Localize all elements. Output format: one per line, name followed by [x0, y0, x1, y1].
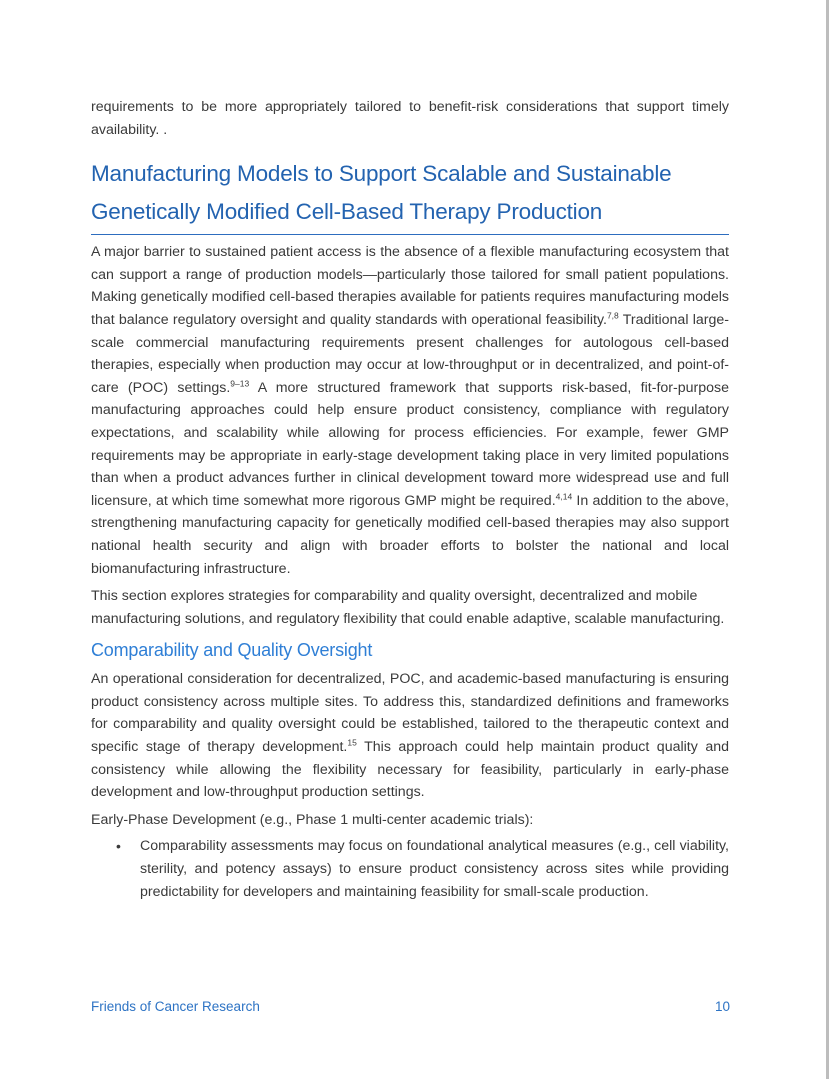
section-paragraph-2: This section explores strategies for comparability and quality oversight, decentralized and mobile manufacturing solutions, and regulatory flexibility that could enable adaptive, scalable manufacturing. — [91, 588, 725, 627]
citation-9-13[interactable]: 9–13 — [230, 378, 250, 389]
citation-4-14[interactable]: 4,14 — [555, 490, 573, 501]
citation-15[interactable]: 15 — [347, 737, 357, 748]
subsection-paragraph-part1: An operational consideration for decentralized, POC, and academic-based manufacturing is ensuring product consistency across multiple sites. To address this, standardized definitions and frameworks for comparability and quality oversight could be established, tailored to the therapeutic context and specific stage of therapy development. — [91, 671, 729, 756]
bullet-list — [91, 835, 729, 903]
section-paragraph-1 — [91, 241, 729, 580]
list-item — [91, 835, 729, 903]
footer-organization: Friends of Cancer Research — [91, 999, 260, 1014]
section-heading: Manufacturing Models to Support Scalable and Sustainable Genetically Modified Cell-Based Therapy Production — [91, 155, 729, 235]
bullet-icon: • — [116, 838, 121, 855]
subsection-paragraph — [91, 668, 729, 804]
subsection-heading: Comparability and Quality Oversight — [91, 640, 373, 661]
page-number: 10 — [714, 999, 730, 1014]
page-content — [91, 96, 729, 903]
section-paragraph-1-part3: A more structured framework that supports risk-based, fit-for-purpose manufacturing approaches could help ensure product consistency, compliance with regulatory expectations, and scalability while allowing for process efficiencies. For example, fewer GMP requirements may be appropriate in early-stage development taking place in very limited populations than when a product advances further in clinical development toward more widespread use and full licensure, at which time somewhat more rigorous GMP might be required. — [91, 379, 729, 509]
list-item-text: Comparability assessments may focus on foundational analytical measures (e.g., cell viability, sterility, and potency assays) to ensure product consistency across sites while providing predictability for developers and maintaining feasibility for small-scale production. — [140, 838, 729, 900]
subsection-paragraph-part2: This approach could help maintain product quality and consistency while allowing the flexibility necessary for feasibility, particularly in early-phase development and low-throughput production settings. — [91, 739, 729, 801]
early-phase-label: Early-Phase Development (e.g., Phase 1 multi-center academic trials): — [91, 811, 534, 828]
lead-paragraph: requirements to be more appropriately tailored to benefit-risk considerations that support timely availability. . — [91, 99, 729, 138]
citation-7-8[interactable]: 7,8 — [606, 310, 619, 321]
section-paragraph-1-part4: In addition to the above, strengthening manufacturing capacity for genetically modified cell-based therapies may also support national health security and align with broader efforts to bolster the national and local biomanufacturing infrastructure. — [91, 492, 729, 577]
section-paragraph-1-part2: Traditional large-scale commercial manufacturing requirements present challenges for autologous cell-based therapies, especially when production may occur at low-throughput or in decentralized, and point-of-care (POC) settings. — [91, 311, 729, 396]
section-paragraph-1-part1: A major barrier to sustained patient access is the absence of a flexible manufacturing ecosystem that can support a range of production models—particularly those tailored for small patient populations. Making genetically modified cell-based therapies available for patients requires manufacturing models that balance regulatory oversight and quality standards with operational feasibility. — [91, 244, 729, 328]
